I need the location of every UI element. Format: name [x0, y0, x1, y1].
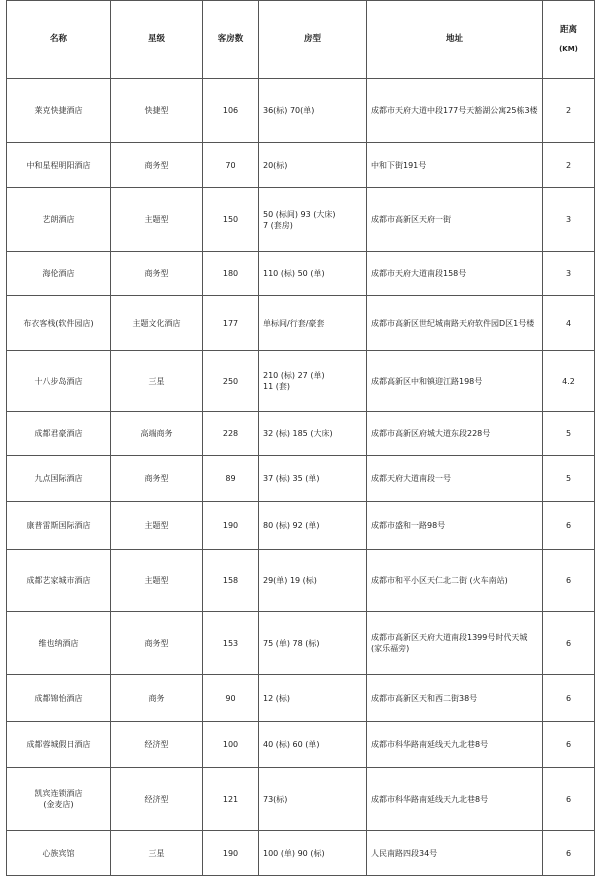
table-row	[7, 188, 595, 252]
distance: 3	[543, 188, 595, 252]
room-count: 228	[203, 412, 259, 456]
hotel-name: 成都蓉城假日酒店	[7, 722, 111, 768]
room-types: 210 (标) 27 (单) 11 (套)	[259, 351, 367, 412]
table-row	[7, 412, 595, 456]
header-distance-label: 距离	[559, 24, 577, 35]
room-count: 177	[203, 296, 259, 351]
hotel-name: 成都艺家城市酒店	[7, 550, 111, 612]
star-level: 商务型	[111, 143, 203, 188]
star-level: 商务	[111, 675, 203, 722]
hotel-name: 海伦酒店	[7, 252, 111, 296]
address: 成都市盛和一路98号	[367, 502, 543, 550]
table-body	[7, 79, 595, 876]
address: 成都市和平小区天仁北二街 (火车南站)	[367, 550, 543, 612]
distance: 4	[543, 296, 595, 351]
address: 成都市天府大道中段177号天豁湖公寓25栋3楼	[367, 79, 543, 143]
distance: 6	[543, 722, 595, 768]
address: 成都高新区中和镇迎江路198号	[367, 351, 543, 412]
room-count: 89	[203, 456, 259, 502]
distance: 6	[543, 768, 595, 831]
room-count: 100	[203, 722, 259, 768]
star-level: 经济型	[111, 768, 203, 831]
distance: 6	[543, 502, 595, 550]
room-types: 75 (单) 78 (标)	[259, 612, 367, 675]
hotel-name: 布衣客栈(软件园店)	[7, 296, 111, 351]
room-types: 37 (标) 35 (单)	[259, 456, 367, 502]
room-count: 190	[203, 831, 259, 876]
header-row	[7, 1, 595, 79]
hotel-name: 成都锦怡酒店	[7, 675, 111, 722]
room-count: 150	[203, 188, 259, 252]
hotel-name: 九点国际酒店	[7, 456, 111, 502]
hotel-name: 康普雷斯国际酒店	[7, 502, 111, 550]
room-types: 20(标)	[259, 143, 367, 188]
distance: 5	[543, 412, 595, 456]
address: 成都天府大道南段一号	[367, 456, 543, 502]
table-row	[7, 456, 595, 502]
header-room-type: 房型	[259, 1, 367, 79]
address: 成都市高新区天府大道南段1399号时代天城 (家乐福旁)	[367, 612, 543, 675]
room-types: 110 (标) 50 (单)	[259, 252, 367, 296]
table-row	[7, 79, 595, 143]
distance: 6	[543, 612, 595, 675]
distance: 6	[543, 550, 595, 612]
hotel-name: 成都君豪酒店	[7, 412, 111, 456]
room-count: 158	[203, 550, 259, 612]
star-level: 三星	[111, 831, 203, 876]
room-types: 单标间/行套/豪套	[259, 296, 367, 351]
room-count: 106	[203, 79, 259, 143]
address: 成都市高新区世纪城南路天府软件园D区1号楼	[367, 296, 543, 351]
header-distance-unit: (KM)	[559, 44, 578, 53]
star-level: 高端商务	[111, 412, 203, 456]
address: 成都市科华路南延线天九北巷8号	[367, 768, 543, 831]
star-level: 主题型	[111, 550, 203, 612]
table-row	[7, 502, 595, 550]
table-row	[7, 351, 595, 412]
table-row	[7, 252, 595, 296]
room-types: 29(单) 19 (标)	[259, 550, 367, 612]
room-types: 100 (单) 90 (标)	[259, 831, 367, 876]
distance: 5	[543, 456, 595, 502]
room-count: 70	[203, 143, 259, 188]
address: 人民南路四段34号	[367, 831, 543, 876]
room-types: 80 (标) 92 (单)	[259, 502, 367, 550]
address: 中和下街191号	[367, 143, 543, 188]
room-types: 50 (标间) 93 (大床) 7 (套房)	[259, 188, 367, 252]
distance: 3	[543, 252, 595, 296]
star-level: 主题文化酒店	[111, 296, 203, 351]
star-level: 快捷型	[111, 79, 203, 143]
hotel-list-table	[6, 0, 595, 876]
address: 成都市高新区天府一街	[367, 188, 543, 252]
star-level: 商务型	[111, 612, 203, 675]
table-row	[7, 675, 595, 722]
header-star: 星级	[111, 1, 203, 79]
hotel-name: 维也纳酒店	[7, 612, 111, 675]
header-rooms: 客房数	[203, 1, 259, 79]
table-row	[7, 768, 595, 831]
room-count: 153	[203, 612, 259, 675]
distance: 4.2	[543, 351, 595, 412]
star-level: 主题型	[111, 502, 203, 550]
star-level: 三星	[111, 351, 203, 412]
table-row	[7, 612, 595, 675]
room-count: 90	[203, 675, 259, 722]
table-row	[7, 831, 595, 876]
address: 成都市高新区府城大道东段228号	[367, 412, 543, 456]
hotel-name: 心族宾馆	[7, 831, 111, 876]
header-name: 名称	[7, 1, 111, 79]
header-distance	[543, 1, 595, 79]
room-types: 12 (标)	[259, 675, 367, 722]
header-address: 地址	[367, 1, 543, 79]
address: 成都市科华路南延线天九北巷8号	[367, 722, 543, 768]
distance: 2	[543, 79, 595, 143]
hotel-name: 中和星程明阳酒店	[7, 143, 111, 188]
hotel-name: 莱克快捷酒店	[7, 79, 111, 143]
room-count: 190	[203, 502, 259, 550]
distance: 2	[543, 143, 595, 188]
distance: 6	[543, 831, 595, 876]
room-types: 36(标) 70(单)	[259, 79, 367, 143]
room-count: 121	[203, 768, 259, 831]
hotel-name: 艺朗酒店	[7, 188, 111, 252]
star-level: 商务型	[111, 456, 203, 502]
star-level: 主题型	[111, 188, 203, 252]
address: 成都市天府大道南段158号	[367, 252, 543, 296]
hotel-name: 凯宾连锁酒店 (金麦店)	[7, 768, 111, 831]
star-level: 商务型	[111, 252, 203, 296]
room-count: 250	[203, 351, 259, 412]
room-types: 40 (标) 60 (单)	[259, 722, 367, 768]
hotel-name: 十八步岛酒店	[7, 351, 111, 412]
distance: 6	[543, 675, 595, 722]
table-row	[7, 550, 595, 612]
table-row	[7, 143, 595, 188]
table-row	[7, 722, 595, 768]
table-row	[7, 296, 595, 351]
star-level: 经济型	[111, 722, 203, 768]
address: 成都市高新区天和西二街38号	[367, 675, 543, 722]
room-types: 73(标)	[259, 768, 367, 831]
room-types: 32 (标) 185 (大床)	[259, 412, 367, 456]
room-count: 180	[203, 252, 259, 296]
